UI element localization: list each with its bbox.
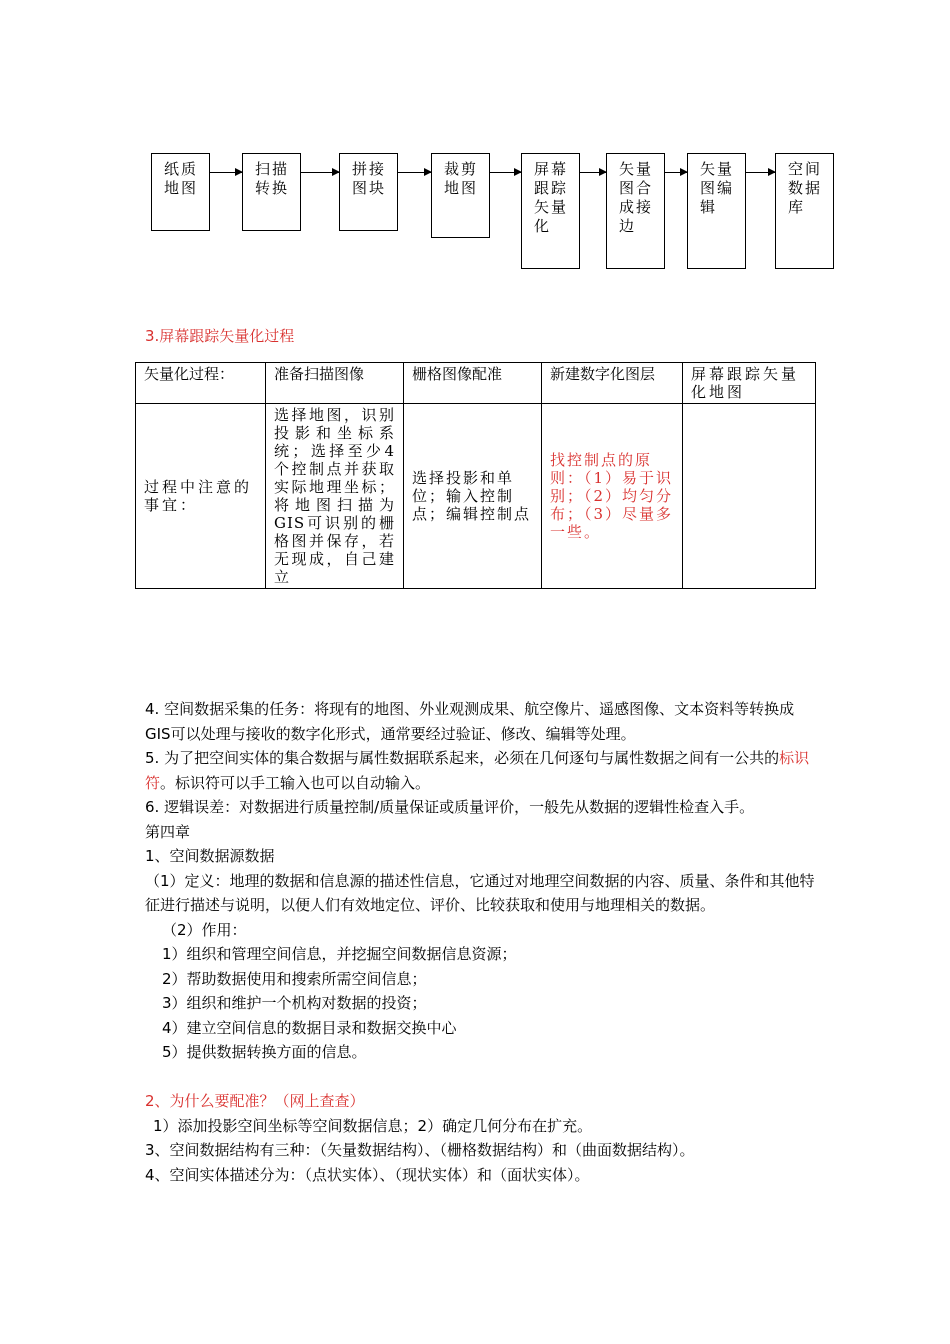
table-row-label: 过程中注意的事宜：: [136, 404, 266, 589]
p5-text: 5. 为了把空间实体的集合数据与属性数据联系起来，必须在几何逐句与属性数据之间有一公共的: [145, 749, 780, 767]
table-cell: 找控制点的原则：（1）易于识别；（2）均匀分布；（3）尽量多一些。: [542, 404, 683, 589]
flow-arrow: [301, 172, 339, 173]
use-item: 4）建立空间信息的数据目录和数据交换中心: [162, 1018, 457, 1037]
chapter-4-title: 第四章: [145, 822, 191, 841]
table-cell: 选择地图，识别投影和坐标系统；选择至少4个控制点并获取实际地理坐标；将地图扫描为GIS可识别的栅格图并保存，若无现成，自己建立: [266, 404, 404, 589]
use-item: 1）组织和管理空间信息，并挖掘空间数据信息资源；: [162, 945, 517, 963]
blank-line: [145, 1065, 815, 1090]
flow-arrow: [490, 172, 521, 173]
paragraph-5: [145, 746, 815, 795]
section-2-answer: 1）添加投影空间坐标等空间数据信息；2）确定几何分布在扩充。: [153, 1116, 593, 1135]
table-header-cell: 矢量化过程：: [136, 363, 266, 404]
section-2-title: 2、为什么要配准？（网上查查）: [145, 1092, 365, 1110]
use-item: 5）提供数据转换方面的信息。: [162, 1043, 367, 1061]
flow-step-vectorize: 屏幕 跟踪 矢量 化: [521, 153, 580, 269]
flow-step-merge: 矢量 图合 成接 边: [606, 153, 665, 269]
use-title: （2）作用：: [162, 920, 247, 939]
flow-arrow: [665, 172, 687, 173]
table-cell: 选择投影和单位；输入控制点；编辑控制点: [404, 404, 542, 589]
body-text: [145, 697, 815, 1187]
use-item: 2）帮助数据使用和搜索所需空间信息；: [162, 969, 427, 988]
table-header-cell: 新建数字化图层: [542, 363, 683, 404]
flow-arrow: [746, 172, 775, 173]
flow-step-paper-map: 纸质 地图: [151, 153, 210, 231]
flow-step-mosaic: 拼接 图块: [339, 153, 398, 231]
definition: （1）定义：地理的数据和信息源的描述性信息，它通过对地理空间数据的内容、质量、条件和其他特征进行描述与说明，以便人们有效地定位、评价、比较获取和使用与地理相关的数据。: [145, 871, 815, 914]
paragraph-6: 6. 逻辑误差：对数据进行质量控制/质量保证或质量评价，一般先从数据的逻辑性检查入手。: [145, 798, 755, 816]
table-header-cell: 栅格图像配准: [404, 363, 542, 404]
section-3-text: 3、空间数据结构有三种：（矢量数据结构）、（栅格数据结构）和（曲面数据结构）。: [145, 1141, 695, 1159]
flow-arrow: [210, 172, 242, 173]
flow-arrow: [580, 172, 606, 173]
identifier-term: 标识符: [145, 749, 810, 792]
use-item: 3）组织和维护一个机构对数据的投资；: [162, 994, 427, 1012]
vectorization-table: [135, 362, 816, 589]
flow-arrow: [398, 172, 431, 173]
section-1-title: 1、空间数据源数据: [145, 847, 275, 865]
p5-text-end: 。标识符可以手工输入也可以自动输入。: [160, 773, 431, 792]
paragraph-4: 4. 空间数据采集的任务：将现有的地图、外业观测成果、航空像片、遥感图像、文本资料等转换成GIS可以处理与接收的数字化形式，通常要经过验证、修改、编辑等处理。: [145, 700, 795, 743]
table-header-cell: 屏幕跟踪矢量化地图: [683, 363, 816, 404]
table-header-cell: 准备扫描图像: [266, 363, 404, 404]
section-4-text: 4、空间实体描述分为：（点状实体）、（现状实体）和（面状实体）。: [145, 1165, 590, 1184]
flow-step-scan: 扫描 转换: [242, 153, 301, 231]
flow-step-edit: 矢量 图编 辑: [687, 153, 746, 269]
flow-step-clip: 裁剪 地图: [431, 153, 490, 238]
table-cell: [683, 404, 816, 589]
flow-step-database: 空间 数据 库: [775, 153, 834, 269]
section3-title: 3.屏幕跟踪矢量化过程: [145, 327, 295, 345]
